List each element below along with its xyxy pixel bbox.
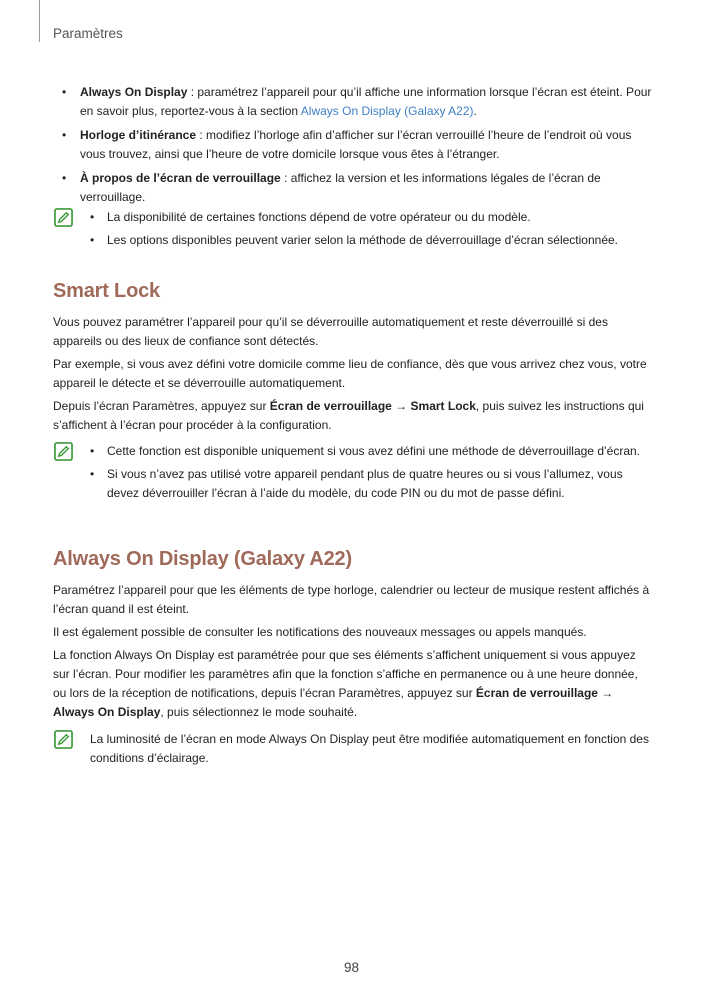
page-number: 98 bbox=[343, 960, 360, 975]
option-tail: . bbox=[473, 104, 477, 118]
note-text: Si vous n’avez pas utilisé votre appareil pendant plus de quatre heures ou si vous l’allumez, vous devez déverrouiller l’écran à l’aide du modèle, du code PIN ou du mot de passe défini. bbox=[107, 467, 623, 500]
bullet-icon: • bbox=[62, 171, 67, 185]
note-item bbox=[54, 231, 654, 250]
note-block bbox=[54, 208, 654, 254]
smart-lock-body bbox=[53, 313, 653, 439]
section-header: Paramètres bbox=[53, 26, 123, 41]
header-divider bbox=[39, 0, 40, 42]
aod-body bbox=[53, 581, 653, 726]
menu-path: Écran de verrouillage bbox=[475, 686, 598, 700]
list-item bbox=[54, 169, 654, 207]
aod-section-link[interactable]: Always On Display (Galaxy A22) bbox=[300, 104, 474, 118]
paragraph: Paramétrez l’appareil pour que les éléments de type horloge, calendrier ou lecteur de musique restent affichés à l’écran quand il est éteint. bbox=[53, 583, 650, 616]
paragraph: Par exemple, si vous avez défini votre domicile comme lieu de confiance, dès que vous arrivez chez vous, votre appareil le détecte et se déverrouille automatiquement. bbox=[53, 357, 647, 390]
arrow: → bbox=[391, 399, 411, 413]
text: La fonction Always On Display est paramétrée pour que ses éléments s’affichent uniquement si vous appuyez sur l’écran. Pour modifier les paramètres afin que la fonction s’affiche en permanence ou à une heure donnée, ou lors de la réception de notifications, depuis l’écran Paramètres, appuyez sur bbox=[53, 648, 638, 700]
paragraph bbox=[53, 397, 653, 435]
note-text: La luminosité de l’écran en mode Always On Display peut être modifiée automatiquement en fonction des conditions d’éclairage. bbox=[90, 732, 649, 765]
bullet-icon: • bbox=[90, 444, 95, 458]
note-text: La disponibilité de certaines fonctions dépend de votre opérateur ou du modèle. bbox=[107, 210, 531, 224]
option-term: À propos de l’écran de verrouillage bbox=[80, 171, 281, 185]
note-text: Les options disponibles peuvent varier selon la méthode de déverrouillage d’écran sélectionnée. bbox=[107, 233, 618, 247]
bullet-icon: • bbox=[62, 85, 67, 99]
option-text: : paramétrez l’appareil pour qu’il affiche une information lorsque l’écran est éteint. Pour en savoir plus, reportez-vous à la section bbox=[80, 85, 652, 118]
bullet-icon: • bbox=[90, 233, 95, 247]
option-text: : affichez la version et les informations légales de l’écran de verrouillage. bbox=[80, 171, 601, 204]
note-text: Cette fonction est disponible uniquement si vous avez défini une méthode de déverrouillage d’écran. bbox=[107, 444, 641, 458]
text: , puis sélectionnez le mode souhaité. bbox=[160, 705, 358, 719]
note-item bbox=[54, 208, 654, 227]
bullet-icon: • bbox=[90, 467, 95, 481]
menu-path: Always On Display bbox=[53, 705, 161, 719]
lockscreen-options-list bbox=[54, 83, 654, 212]
text: , puis suivez les instructions qui s’affichent à l’écran pour procéder à la configuration. bbox=[53, 399, 644, 432]
option-term: Horloge d’itinérance bbox=[80, 128, 197, 142]
section-title-smart-lock: Smart Lock bbox=[53, 280, 160, 302]
option-text: : modifiez l’horloge afin d’afficher sur l’écran verrouillé l’heure de l’endroit où vous vous trouvez, ainsi que l’heure de votre domicile lorsque vous êtes à l’étranger. bbox=[80, 128, 632, 161]
note-item bbox=[54, 442, 654, 461]
bullet-icon: • bbox=[62, 128, 67, 142]
option-term: Always On Display bbox=[80, 85, 188, 99]
bullet-icon: • bbox=[90, 210, 95, 224]
paragraph: Il est également possible de consulter les notifications des nouveaux messages ou appels manqués. bbox=[53, 625, 587, 639]
list-item bbox=[54, 126, 654, 164]
menu-path: Écran de verrouillage bbox=[269, 399, 392, 413]
list-item bbox=[54, 83, 654, 121]
paragraph: Vous pouvez paramétrer l’appareil pour qu’il se déverrouille automatiquement et reste déverrouillé si des appareils ou des lieux de confiance sont détectés. bbox=[53, 315, 608, 348]
note-item bbox=[54, 465, 654, 503]
note-icon bbox=[54, 730, 73, 749]
note-block bbox=[54, 442, 654, 507]
text: Depuis l’écran Paramètres, appuyez sur bbox=[53, 399, 270, 413]
paragraph bbox=[53, 646, 653, 722]
section-title-aod: Always On Display (Galaxy A22) bbox=[53, 548, 352, 570]
note-block bbox=[54, 730, 654, 768]
menu-path: Smart Lock bbox=[410, 399, 476, 413]
arrow: → bbox=[597, 686, 614, 700]
